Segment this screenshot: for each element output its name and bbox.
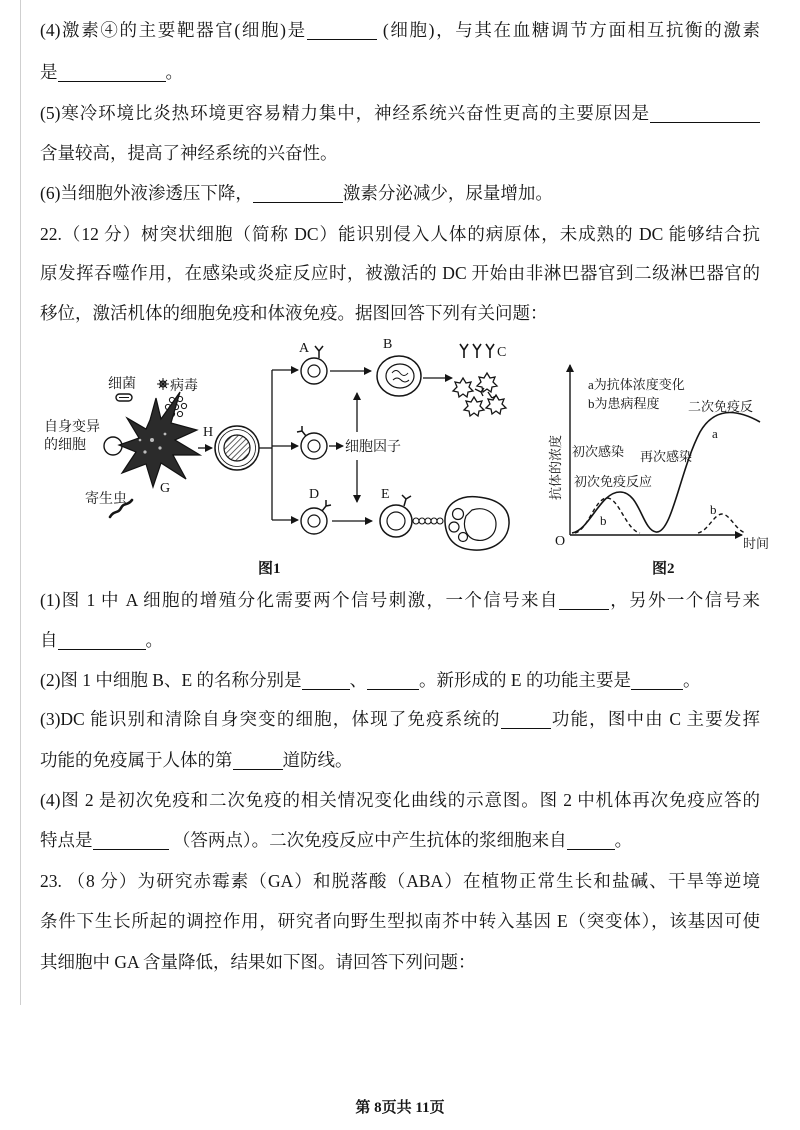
text-segment: 含量较高，提高了神经系统的兴奋性。 — [40, 143, 338, 163]
cell-F-icon — [445, 497, 509, 550]
text-segment: 功能，图中由 C 主要发挥 — [550, 709, 761, 729]
q22-part2 — [40, 668, 700, 692]
dendritic-cell-icon — [119, 392, 200, 487]
label-C: C — [497, 345, 507, 360]
bacteria-label: 细菌 — [108, 377, 136, 392]
answer-blank — [501, 710, 551, 729]
q22-part3-line1 — [40, 707, 760, 731]
answer-blank — [650, 104, 760, 123]
curve-b2-label: b — [710, 502, 717, 517]
virus-label: 病毒 — [170, 379, 198, 394]
answer-blank — [58, 631, 146, 650]
text-segment: (6)当细胞外液渗透压下降， — [40, 183, 253, 203]
text-segment: (2)图 1 中细胞 B、E 的名称分别是 — [40, 670, 302, 690]
primary-response-label: 初次免疫反应 — [574, 474, 653, 489]
text-segment: ，另外一个信号来 — [608, 590, 761, 610]
cytokine-label: 细胞因子 — [345, 440, 401, 455]
text-segment: 。新形成的 E 的功能主要是 — [419, 670, 631, 690]
answer-blank — [631, 671, 683, 690]
figure2 — [548, 365, 769, 577]
first-infection-label: 初次感染 — [572, 444, 625, 459]
q23-stem-line2: 条件下生长所起的调控作用，研究者向野生型拟南芥中转入基因 E（突变体），该基因可使 — [40, 911, 760, 931]
x-axis-label: 时间 — [743, 536, 770, 551]
antibody-icons — [460, 344, 494, 358]
answer-blank — [567, 831, 615, 850]
q22-part4-line2 — [40, 828, 632, 852]
label-E: E — [381, 487, 390, 502]
text-segment: 。 — [682, 670, 701, 690]
label-B: B — [383, 337, 393, 352]
q21-part4-line2 — [40, 60, 183, 84]
q22-stem-line3: 移位，激活机体的细胞免疫和体液免疫。据图回答下列有关问题： — [40, 303, 548, 323]
answer-blank — [367, 671, 419, 690]
text-segment: 道防线。 — [282, 750, 353, 770]
text-segment: 特点是 — [40, 830, 93, 850]
mutant-cell-label-line1: 自身变异 — [44, 420, 100, 435]
answer-blank — [58, 63, 166, 82]
cell-D-icon — [301, 500, 331, 534]
legend-a: a为抗体浓度变化 — [588, 377, 685, 392]
text-segment: 功能的免疫属于人体的第 — [40, 750, 233, 770]
curve-b1-label: b — [600, 513, 607, 528]
reinfection-label: 再次感染 — [640, 449, 693, 464]
curve-a-label: a — [712, 426, 718, 441]
label-A: A — [299, 341, 310, 356]
text-segment: 。 — [165, 62, 183, 82]
bacteria-icon — [116, 394, 132, 401]
curve-b-secondary — [698, 514, 746, 533]
label-G: G — [160, 481, 171, 496]
legend-b: b为患病程度 — [588, 396, 660, 411]
answer-blank — [559, 591, 609, 610]
virus-icon — [157, 378, 169, 390]
figure2-caption: 图2 — [652, 561, 675, 577]
y-axis-label: 抗体的浓度 — [548, 434, 563, 500]
text-segment: (5)寒冷环境比炎热环境更容易精力集中，神经系统兴奋性更高的主要原因是 — [40, 103, 650, 123]
label-H: H — [203, 425, 214, 440]
mutant-cell-label-line2: 的细胞 — [44, 438, 86, 453]
answer-blank — [307, 21, 377, 40]
q23-stem-line1: 23. （8 分）为研究赤霉素（GA）和脱落酸（ABA）在植物正常生长和盐碱、干旱等逆境 — [40, 871, 760, 891]
q22-stem-line1: 22.（12 分）树突状细胞（简称 DC）能识别侵入人体的病原体，未成熟的 DC 能够结合抗 — [40, 224, 760, 244]
answer-blank — [302, 671, 350, 690]
text-segment: (1)图 1 中 A 细胞的增殖分化需要两个信号刺激，一个信号来自 — [40, 590, 559, 610]
curve-b-primary — [575, 498, 640, 533]
answer-blank — [233, 751, 283, 770]
cell-H-icon — [215, 426, 259, 470]
answer-blank — [93, 831, 169, 850]
q22-part4-line1 — [40, 788, 760, 812]
text-segment: （答两点）。二次免疫反应中产生抗体的浆细胞来自 — [168, 830, 567, 850]
text-segment: (3)DC 能识别和清除自身突变的细胞，体现了免疫系统的 — [40, 709, 501, 729]
q22-stem-line2: 原发挥吞噬作用，在感染或炎症反应时，被激活的 DC 开始由非淋巴器官到二级淋巴器官的 — [40, 263, 760, 283]
page-footer: 第 8页共 11页 — [355, 1100, 445, 1116]
q22-figures — [0, 330, 800, 585]
cell-B-icon — [377, 356, 421, 396]
text-segment: (4)激素④的主要靶器官(细胞)是 — [40, 20, 307, 40]
q23-stem-line3: 其细胞中 GA 含量降低，结果如下图。请回答下列问题： — [40, 952, 476, 972]
q21-part5-line2 — [40, 141, 338, 165]
second-response-label: 二次免疫反 — [688, 399, 754, 414]
cell-contact-chain-icon — [413, 518, 443, 524]
q21-part5-line1 — [40, 101, 760, 125]
q21-part6 — [40, 181, 553, 205]
text-segment: 。 — [614, 830, 633, 850]
text-segment: 激素分泌减少，尿量增加。 — [342, 183, 553, 203]
q22-part3-line2 — [40, 748, 353, 772]
answer-blank — [253, 184, 343, 203]
text-segment: 。 — [145, 630, 163, 650]
mutant-cell-icon — [104, 437, 122, 455]
text-segment: (细胞)，与其在血糖调节方面相互抗衡的激素 — [376, 20, 760, 40]
figure1-caption: 图1 — [258, 561, 281, 577]
q22-part1-line1 — [40, 588, 760, 612]
antigen-antibody-complex-icon — [453, 373, 506, 416]
axis-origin: O — [555, 534, 566, 549]
q21-part4-line1 — [40, 18, 760, 42]
cell-helper-icon — [297, 426, 327, 459]
text-segment: (4)图 2 是初次免疫和二次免疫的相关情况变化曲线的示意图。图 2 中机体再次免疫应答的 — [40, 790, 760, 810]
text-segment: 自 — [40, 630, 58, 650]
text-segment: 是 — [40, 62, 58, 82]
q22-part1-line2 — [40, 628, 163, 652]
parasite-label: 寄生虫 — [85, 492, 127, 507]
figure1 — [44, 337, 509, 577]
label-D: D — [309, 487, 320, 502]
text-segment: 、 — [349, 670, 368, 690]
